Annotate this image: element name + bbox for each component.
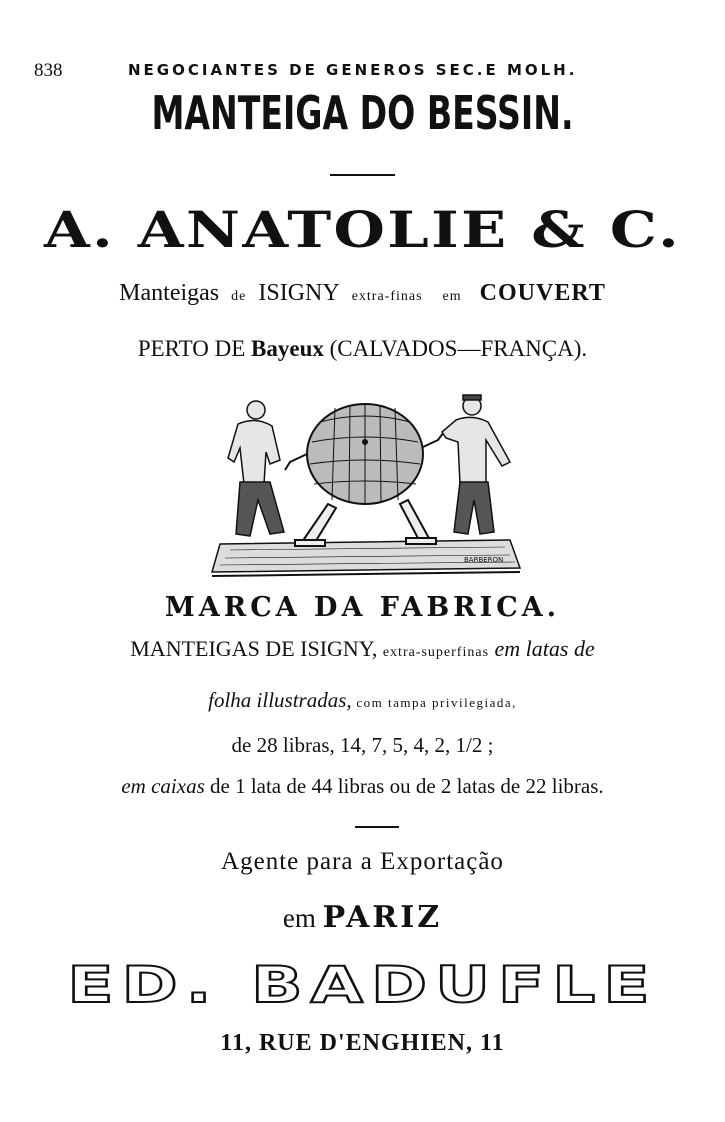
- company-name: A. ANATOLIE & C.: [43, 200, 682, 259]
- location-line: [0, 336, 725, 362]
- trademark-line: MARCA DA FABRICA.: [164, 592, 561, 623]
- tins-part2: com tampa privilegiada,: [351, 695, 517, 710]
- product-line-part3: ISIGNY: [258, 280, 340, 306]
- product-line-part1: Manteigas: [119, 280, 220, 306]
- export-agent-line: Agente para a Exportação: [221, 848, 504, 875]
- illustration-caption: BARBERON: [464, 556, 504, 564]
- city-part2: PARIZ: [322, 900, 443, 935]
- city-part1: em: [282, 903, 323, 933]
- ad-title: MANTEIGA DO BESSIN.: [151, 86, 574, 140]
- weights-line: de 28 libras, 14, 7, 5, 4, 2, 1/2 ;: [231, 733, 494, 757]
- tins-part1: folha illustradas,: [208, 688, 352, 712]
- product-line-part5: em: [442, 289, 462, 304]
- product-line-part2: de: [231, 289, 247, 304]
- agent-name: ED. BADUFLE: [67, 956, 658, 1014]
- agent-address: 11, RUE D'ENGHIEN, 11: [220, 1030, 505, 1056]
- product-line-part6: COUVERT: [479, 280, 606, 306]
- location-part3: (CALVADOS—FRANÇA).: [323, 336, 588, 361]
- butter-churn-illustration: [210, 392, 530, 582]
- city-line: [0, 900, 725, 935]
- divider-rule: [330, 174, 395, 176]
- superfine-part2: extra-superfinas: [382, 645, 490, 660]
- product-line: [0, 280, 725, 307]
- running-header: NEGOCIANTES DE GENEROS SEC.E MOLH.: [128, 61, 578, 79]
- superfine-part3: em latas de: [489, 636, 595, 661]
- superfine-line: [0, 636, 725, 662]
- boxes-line: [0, 774, 725, 799]
- tins-line: [0, 688, 725, 713]
- divider-rule-2: [355, 826, 399, 828]
- boxes-part2: de 1 lata de 44 libras ou de 2 latas de 22 libras.: [204, 774, 604, 798]
- product-line-part4: extra-finas: [351, 289, 423, 304]
- page-number: 838: [34, 60, 63, 81]
- location-part1: PERTO DE: [137, 336, 252, 361]
- boxes-part1: em caixas: [121, 774, 205, 798]
- superfine-part1: MANTEIGAS DE ISIGNY,: [130, 636, 383, 661]
- location-part2: Bayeux: [251, 336, 324, 361]
